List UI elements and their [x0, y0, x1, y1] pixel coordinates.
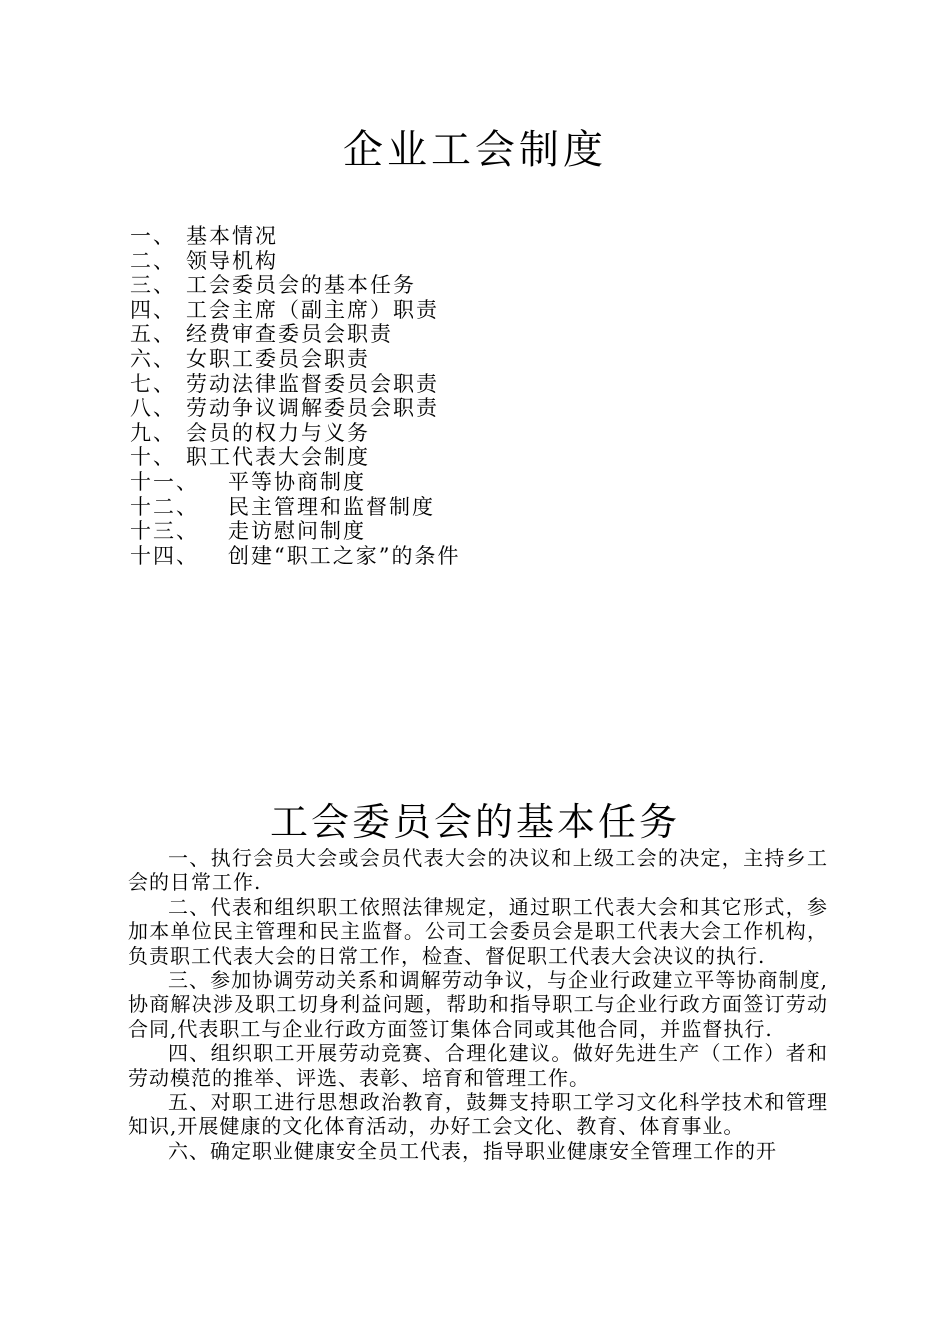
toc-item-number: 八、	[130, 396, 176, 421]
toc-item-number: 四、	[130, 297, 176, 322]
section-body	[128, 846, 828, 1163]
toc-item-number: 十、	[130, 445, 176, 470]
toc-item-number: 一、	[130, 224, 176, 248]
document-title: 企业工会制度	[343, 127, 607, 173]
toc-item-text: 基本情况	[186, 224, 278, 248]
toc-item	[130, 372, 460, 397]
toc-item	[130, 322, 460, 347]
toc-item-text: 劳动法律监督委员会职责	[186, 371, 439, 396]
toc-item	[130, 224, 460, 249]
paragraph: 二、代表和组织职工依照法律规定，通过职工代表大会和其它形式，参加本单位民主管理和民主监督。公司工会委员会是职工代表大会工作机构，负责职工代表大会的日常工作，检查、督促职工代表大会决议的执行.	[128, 894, 828, 968]
toc-item-text: 民主管理和监督制度	[228, 494, 435, 519]
toc-item-number: 三、	[130, 273, 176, 298]
paragraph: 三、参加协调劳动关系和调解劳动争议，与企业行政建立平等协商制度,协商解决涉及职工切身利益问题，帮助和指导职工与企业行政方面签订劳动合同,代表职工与企业行政方面签订集体合同或其他合同，并监督执行.	[128, 968, 828, 1041]
toc-item-text: 创建“职工之家”的条件	[228, 543, 461, 568]
toc-item-number: 二、	[130, 248, 176, 273]
toc-item-text: 会员的权力与义务	[186, 420, 370, 445]
toc-item-text: 职工代表大会制度	[186, 445, 370, 470]
toc-item-number: 九、	[130, 420, 176, 445]
toc-item-text: 经费审查委员会职责	[186, 322, 393, 347]
paragraph: 五、对职工进行思想政治教育，鼓舞支持职工学习文化科学技术和管理知识,开展健康的文化体育活动，办好工会文化、教育、体育事业。	[128, 1090, 828, 1139]
toc-item	[130, 470, 460, 495]
toc-item	[130, 347, 460, 372]
toc-item-number: 十二、	[130, 494, 199, 519]
toc-item-number: 七、	[130, 371, 176, 396]
toc-item	[130, 544, 460, 569]
toc-item	[130, 396, 460, 421]
paragraph: 六、确定职业健康安全员工代表，指导职业健康安全管理工作的开	[168, 1138, 777, 1163]
toc-item	[130, 273, 460, 298]
toc-item-text: 劳动争议调解委员会职责	[186, 396, 439, 421]
toc-item-text: 工会委员会的基本任务	[186, 273, 416, 298]
toc-item	[130, 298, 460, 323]
paragraph: 一、执行会员大会或会员代表大会的决议和上级工会的决定，主持乡工会的日常工作.	[128, 846, 828, 895]
toc-item	[130, 445, 460, 470]
toc-item-text: 女职工委员会职责	[186, 346, 370, 371]
toc-item-number: 十三、	[130, 519, 199, 544]
toc-item-number: 十四、	[130, 543, 199, 568]
toc-item-text: 走访慰问制度	[228, 519, 366, 544]
toc-item	[130, 495, 460, 520]
toc-item-number: 十一、	[130, 469, 199, 494]
toc-item	[130, 421, 460, 446]
toc-item	[130, 519, 460, 544]
table-of-contents	[130, 224, 460, 568]
toc-item-text: 领导机构	[186, 248, 278, 273]
section-title: 工会委员会的基本任务	[269, 800, 680, 844]
toc-item-text: 工会主席（副主席）职责	[186, 297, 439, 322]
toc-item-number: 五、	[130, 322, 176, 347]
toc-item	[130, 249, 460, 274]
paragraph: 四、组织职工开展劳动竞赛、合理化建议。做好先进生产（工作）者和劳动模范的推举、评选、表彰、培育和管理工作。	[128, 1041, 828, 1090]
toc-item-number: 六、	[130, 346, 176, 371]
toc-item-text: 平等协商制度	[228, 469, 366, 494]
